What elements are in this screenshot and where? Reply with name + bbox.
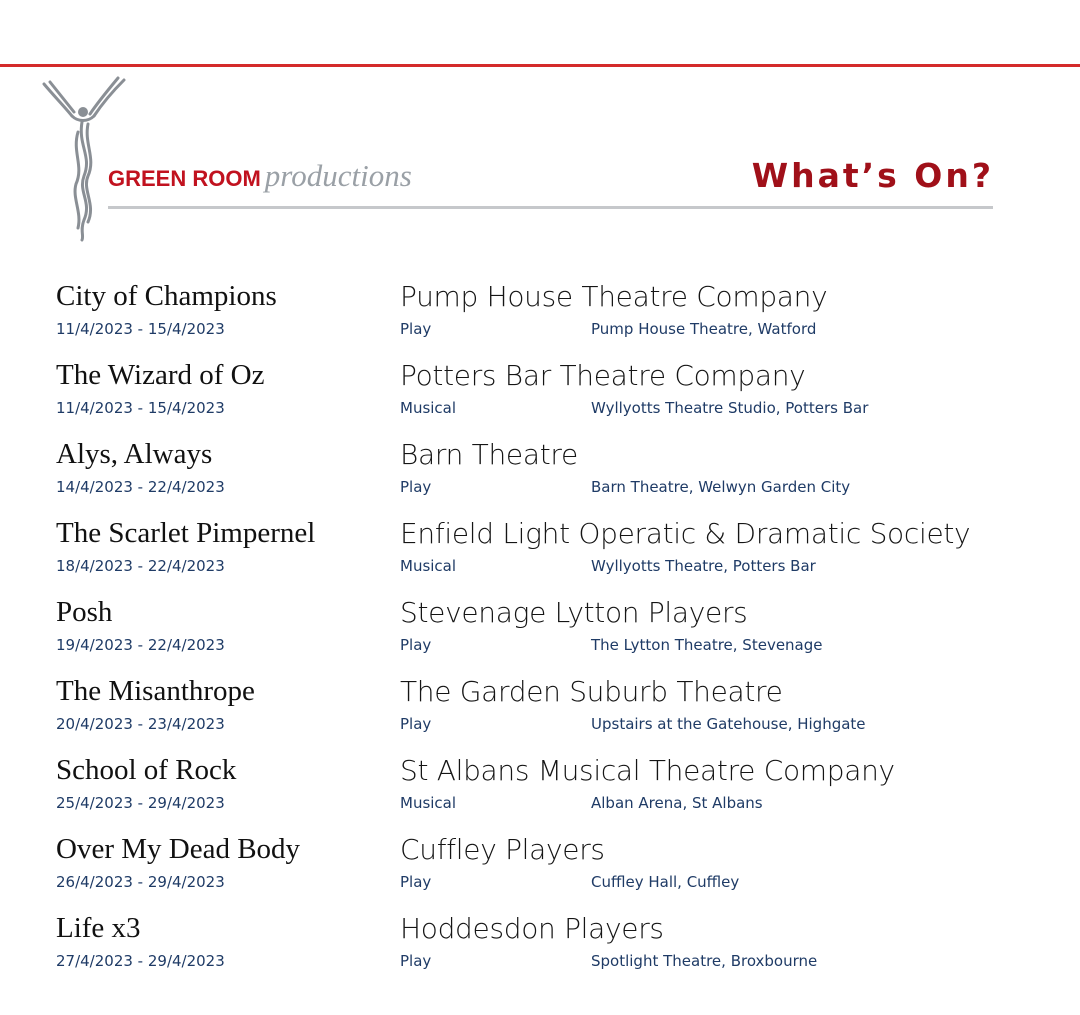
event-company: The Garden Suburb Theatre <box>400 675 783 708</box>
event-genre: Musical <box>400 399 457 417</box>
event-genre: Play <box>400 636 432 654</box>
event-venue: Cuffley Hall, Cuffley <box>591 873 740 891</box>
header-divider <box>108 206 993 209</box>
event-row <box>0 673 1080 752</box>
event-title: The Wizard of Oz <box>56 359 265 391</box>
event-dates: 11/4/2023 - 15/4/2023 <box>56 320 225 338</box>
event-venue: Wyllyotts Theatre, Potters Bar <box>591 557 816 575</box>
event-row <box>0 594 1080 673</box>
event-genre: Play <box>400 320 432 338</box>
event-title: Life x3 <box>56 912 141 944</box>
event-title: The Scarlet Pimpernel <box>56 517 316 549</box>
event-title: Posh <box>56 596 113 628</box>
event-dates: 25/4/2023 - 29/4/2023 <box>56 794 225 812</box>
event-title: Alys, Always <box>56 438 213 470</box>
event-company: St Albans Musical Theatre Company <box>400 754 895 787</box>
event-venue: Alban Arena, St Albans <box>591 794 763 812</box>
event-row <box>0 278 1080 357</box>
brand-wordmark <box>108 158 412 194</box>
event-dates: 26/4/2023 - 29/4/2023 <box>56 873 225 891</box>
event-venue: Spotlight Theatre, Broxbourne <box>591 952 818 970</box>
event-venue: Pump House Theatre, Watford <box>591 320 817 338</box>
event-genre: Play <box>400 715 432 733</box>
brand-name: GREEN ROOM <box>108 166 261 191</box>
event-company: Cuffley Players <box>400 833 605 866</box>
event-genre: Musical <box>400 557 457 575</box>
event-row <box>0 357 1080 436</box>
event-company: Barn Theatre <box>400 438 578 471</box>
events-list <box>0 278 1080 989</box>
event-row <box>0 831 1080 910</box>
event-venue: The Lytton Theatre, Stevenage <box>591 636 823 654</box>
event-row <box>0 910 1080 989</box>
event-dates: 14/4/2023 - 22/4/2023 <box>56 478 225 496</box>
event-title: The Misanthrope <box>56 675 255 707</box>
event-dates: 20/4/2023 - 23/4/2023 <box>56 715 225 733</box>
event-dates: 19/4/2023 - 22/4/2023 <box>56 636 225 654</box>
event-company: Pump House Theatre Company <box>400 280 828 313</box>
event-dates: 11/4/2023 - 15/4/2023 <box>56 399 225 417</box>
event-company: Hoddesdon Players <box>400 912 664 945</box>
event-company: Potters Bar Theatre Company <box>400 359 806 392</box>
top-red-rule <box>0 64 1080 67</box>
event-genre: Play <box>400 478 432 496</box>
event-row <box>0 436 1080 515</box>
event-row <box>0 752 1080 831</box>
event-genre: Play <box>400 952 432 970</box>
event-dates: 27/4/2023 - 29/4/2023 <box>56 952 225 970</box>
event-company: Enfield Light Operatic & Dramatic Society <box>400 517 971 550</box>
event-genre: Musical <box>400 794 457 812</box>
event-dates: 18/4/2023 - 22/4/2023 <box>56 557 225 575</box>
event-title: School of Rock <box>56 754 237 786</box>
event-title: City of Champions <box>56 280 277 312</box>
event-genre: Play <box>400 873 432 891</box>
brand-tagline: productions <box>264 158 412 193</box>
event-venue: Barn Theatre, Welwyn Garden City <box>591 478 851 496</box>
event-venue: Upstairs at the Gatehouse, Highgate <box>591 715 866 733</box>
page-title: What’s On? <box>751 156 994 195</box>
event-title: Over My Dead Body <box>56 833 301 865</box>
event-row <box>0 515 1080 594</box>
event-company: Stevenage Lytton Players <box>400 596 748 629</box>
event-venue: Wyllyotts Theatre Studio, Potters Bar <box>591 399 869 417</box>
